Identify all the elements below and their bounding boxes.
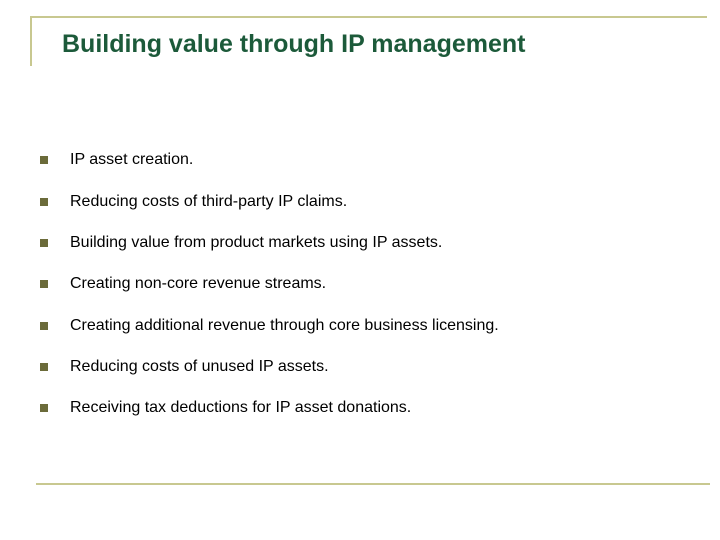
square-bullet-icon (40, 404, 48, 412)
bullet-item (40, 315, 700, 337)
top-rule (30, 16, 707, 18)
square-bullet-icon (40, 280, 48, 288)
bullet-item (40, 356, 700, 378)
square-bullet-icon (40, 363, 48, 371)
left-rule (30, 16, 32, 66)
bullet-item (40, 232, 700, 254)
square-bullet-icon (40, 239, 48, 247)
bullet-text: Reducing costs of unused IP assets. (70, 358, 329, 375)
square-bullet-icon (40, 322, 48, 330)
bullet-text: Receiving tax deductions for IP asset donations. (70, 399, 412, 416)
bullet-text: Building value from product markets using IP assets. (70, 234, 443, 251)
bullet-item (40, 397, 700, 419)
bullet-text: Creating additional revenue through core business licensing. (70, 317, 499, 334)
bullet-item (40, 273, 700, 295)
bullet-text: Creating non-core revenue streams. (70, 275, 327, 292)
square-bullet-icon (40, 198, 48, 206)
bullet-item (40, 149, 700, 171)
bullet-text: IP asset creation. (70, 151, 194, 168)
slide-title: Building value through IP management (62, 30, 526, 58)
bullet-item (40, 191, 700, 213)
bullet-text: Reducing costs of third-party IP claims. (70, 193, 348, 210)
bottom-rule (36, 483, 710, 485)
square-bullet-icon (40, 156, 48, 164)
